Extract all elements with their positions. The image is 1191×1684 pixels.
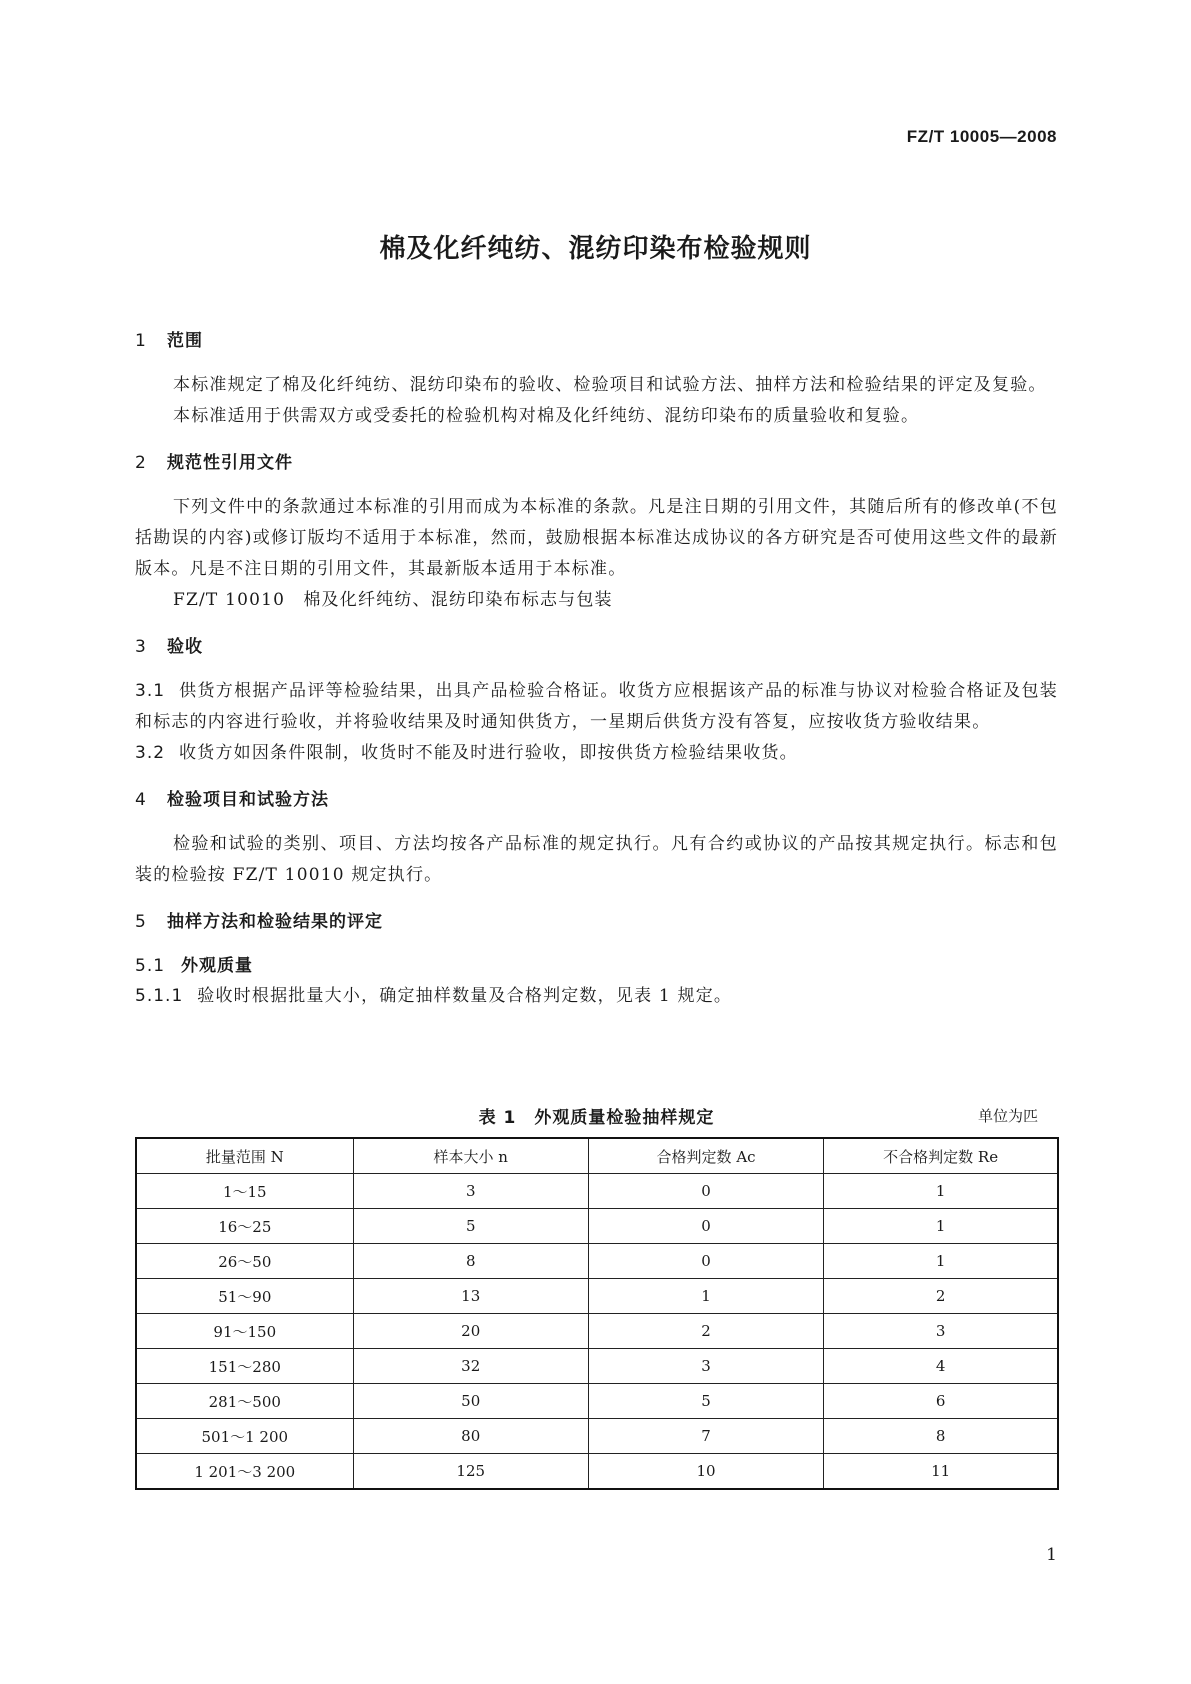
- cell-sample-size: 8: [353, 1244, 588, 1279]
- cell-rejection-number: 11: [824, 1454, 1058, 1490]
- section-5-heading: [135, 907, 1058, 937]
- section-4-paragraph-1: 检验和试验的类别、项目、方法均按各产品标准的规定执行。凡有合约或协议的产品按其规定执行。标志和包装的检验按 FZ/T 10010 规定执行。: [135, 834, 1058, 885]
- cell-lot-size: 1 201～3 200: [136, 1454, 353, 1490]
- cell-sample-size: 32: [353, 1349, 588, 1384]
- header-lot-size: 批量范围 N: [136, 1138, 353, 1174]
- section-title: 规范性引用文件: [167, 453, 293, 473]
- table-row: [136, 1454, 1058, 1490]
- clause-number: 3.2: [135, 743, 166, 763]
- cell-acceptance-number: 10: [588, 1454, 823, 1490]
- table-row: [136, 1279, 1058, 1314]
- clause-5-1-heading: [135, 951, 1058, 981]
- cell-sample-size: 5: [353, 1209, 588, 1244]
- section-1-paragraph-2: 本标准适用于供需双方或受委托的检验机构对棉及化纤纯纺、混纺印染布的质量验收和复验。: [173, 406, 920, 426]
- header-rejection-number: 不合格判定数 Re: [824, 1138, 1058, 1174]
- sampling-table: [135, 1137, 1059, 1490]
- clause-5-1-1: [135, 981, 1058, 1012]
- section-3-heading: [135, 632, 1058, 662]
- table-1-caption-row: [135, 1103, 1058, 1133]
- cell-lot-size: 151～280: [136, 1349, 353, 1384]
- clause-text: 供货方根据产品评等检验结果，出具产品检验合格证。收货方应根据该产品的标准与协议对检验合格证及包装和标志的内容进行验收，并将验收结果及时通知供货方，一星期后供货方没有答复，应按收货方验收结果。: [135, 681, 1058, 732]
- cell-lot-size: 51～90: [136, 1279, 353, 1314]
- cell-rejection-number: 4: [824, 1349, 1058, 1384]
- section-title: 抽样方法和检验结果的评定: [167, 912, 383, 932]
- table-row: [136, 1174, 1058, 1209]
- cell-sample-size: 125: [353, 1454, 588, 1490]
- header-acceptance-number: 合格判定数 Ac: [588, 1138, 823, 1174]
- cell-sample-size: 13: [353, 1279, 588, 1314]
- section-title: 验收: [167, 637, 203, 657]
- table-row: [136, 1314, 1058, 1349]
- document-body: [135, 326, 1058, 1012]
- table-header-row: [136, 1138, 1058, 1174]
- clause-3-2: [135, 738, 1058, 769]
- clause-3-1: [135, 676, 1058, 738]
- cell-rejection-number: 1: [824, 1174, 1058, 1209]
- cell-acceptance-number: 0: [588, 1209, 823, 1244]
- standard-code: FZ/T 10005—2008: [906, 127, 1057, 146]
- clause-text: 收货方如因条件限制，收货时不能及时进行验收，即按供货方检验结果收货。: [179, 743, 798, 763]
- section-number: 3: [135, 637, 147, 657]
- cell-acceptance-number: 5: [588, 1384, 823, 1419]
- normative-reference: FZ/T 10010 棉及化纤纯纺、混纺印染布标志与包装: [173, 590, 613, 610]
- table-caption: 表 1 外观质量检验抽样规定: [478, 1108, 715, 1128]
- clause-title: 外观质量: [181, 956, 253, 976]
- clause-number: 5.1: [135, 956, 166, 976]
- table-row: [136, 1349, 1058, 1384]
- table-unit: 单位为匹: [977, 1107, 1038, 1125]
- cell-acceptance-number: 0: [588, 1244, 823, 1279]
- section-2-heading: [135, 448, 1058, 478]
- section-1-heading: [135, 326, 1058, 356]
- section-1-paragraph-1: 本标准规定了棉及化纤纯纺、混纺印染布的验收、检验项目和试验方法、抽样方法和检验结果的评定及复验。: [173, 375, 1047, 395]
- table-row: [136, 1209, 1058, 1244]
- cell-lot-size: 91～150: [136, 1314, 353, 1349]
- cell-lot-size: 281～500: [136, 1384, 353, 1419]
- table-row: [136, 1384, 1058, 1419]
- section-4-heading: [135, 785, 1058, 815]
- section-number: 2: [135, 453, 147, 473]
- cell-rejection-number: 1: [824, 1209, 1058, 1244]
- section-2-paragraph-1: 下列文件中的条款通过本标准的引用而成为本标准的条款。凡是注日期的引用文件，其随后所有的修改单(不包括勘误的内容)或修订版均不适用于本标准，然而，鼓励根据本标准达成协议的各方研究是否可使用这些文件的最新版本。凡是不注日期的引用文件，其最新版本适用于本标准。: [135, 497, 1058, 579]
- cell-sample-size: 80: [353, 1419, 588, 1454]
- section-number: 4: [135, 790, 147, 810]
- cell-lot-size: 16～25: [136, 1209, 353, 1244]
- section-title: 检验项目和试验方法: [167, 790, 329, 810]
- cell-lot-size: 501～1 200: [136, 1419, 353, 1454]
- clause-number: 3.1: [135, 681, 166, 701]
- cell-acceptance-number: 2: [588, 1314, 823, 1349]
- cell-rejection-number: 2: [824, 1279, 1058, 1314]
- clause-number: 5.1.1: [135, 986, 184, 1006]
- section-title: 范围: [167, 331, 203, 351]
- cell-rejection-number: 8: [824, 1419, 1058, 1454]
- cell-acceptance-number: 7: [588, 1419, 823, 1454]
- cell-acceptance-number: 0: [588, 1174, 823, 1209]
- clause-text: 验收时根据批量大小，确定抽样数量及合格判定数，见表 1 规定。: [197, 986, 733, 1006]
- cell-sample-size: 20: [353, 1314, 588, 1349]
- document-title: 棉及化纤纯纺、混纺印染布检验规则: [379, 234, 812, 264]
- cell-acceptance-number: 3: [588, 1349, 823, 1384]
- cell-rejection-number: 3: [824, 1314, 1058, 1349]
- cell-sample-size: 50: [353, 1384, 588, 1419]
- cell-rejection-number: 6: [824, 1384, 1058, 1419]
- table-row: [136, 1419, 1058, 1454]
- cell-lot-size: 26～50: [136, 1244, 353, 1279]
- cell-acceptance-number: 1: [588, 1279, 823, 1314]
- cell-lot-size: 1～15: [136, 1174, 353, 1209]
- cell-rejection-number: 1: [824, 1244, 1058, 1279]
- cell-sample-size: 3: [353, 1174, 588, 1209]
- section-number: 1: [135, 331, 147, 351]
- page-number: 1: [1046, 1545, 1057, 1565]
- table-row: [136, 1244, 1058, 1279]
- header-sample-size: 样本大小 n: [353, 1138, 588, 1174]
- section-number: 5: [135, 912, 147, 932]
